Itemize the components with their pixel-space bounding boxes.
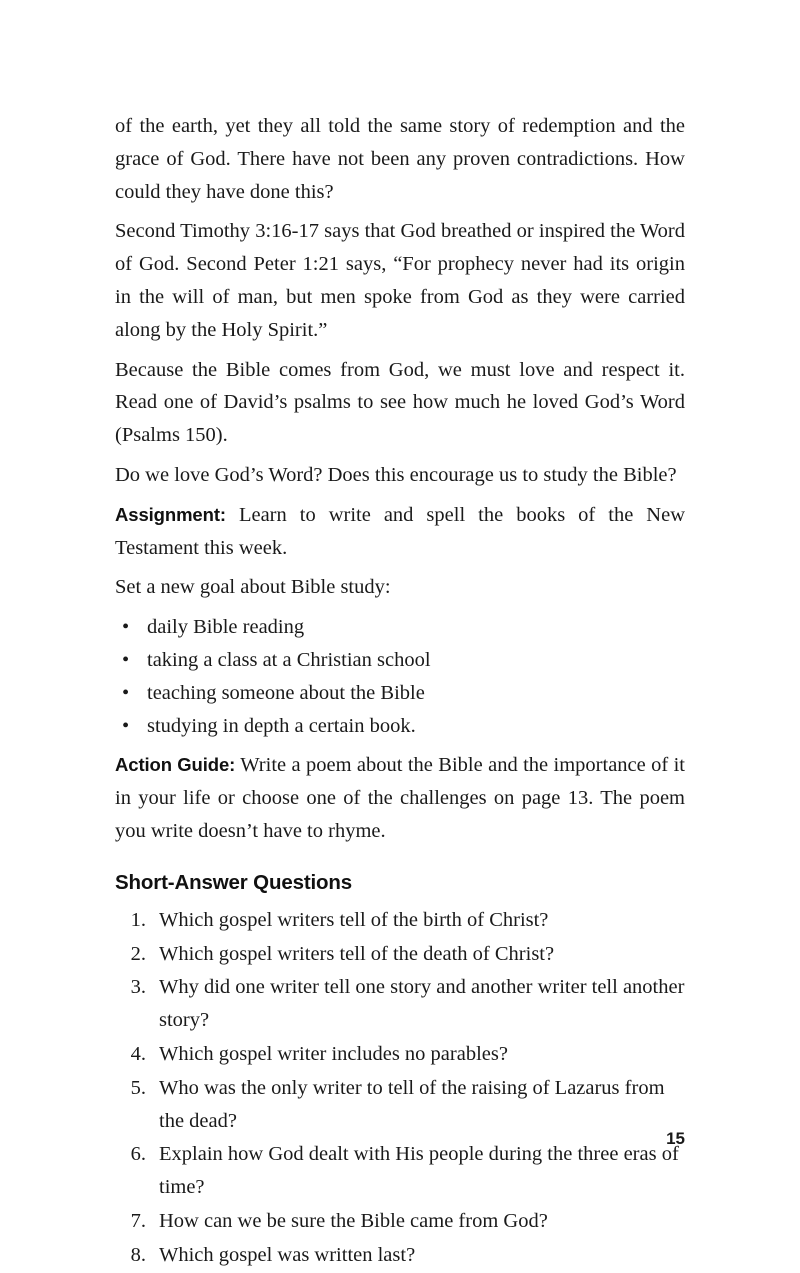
bullet-icon: •	[122, 648, 130, 671]
list-item	[115, 1205, 685, 1238]
list-item-number: 8.	[130, 1243, 146, 1266]
list-item-number: 4.	[130, 1042, 146, 1065]
list-item-label: How can we be sure the Bible came from God?	[159, 1209, 548, 1232]
list-item-label: Which gospel writers tell of the birth of Christ?	[159, 908, 549, 931]
list-item-number: 7.	[130, 1209, 146, 1232]
action-guide-label: Action Guide:	[115, 754, 236, 776]
assignment-label: Assignment:	[115, 503, 226, 525]
list-item-label: Which gospel writers tell of the death of Christ?	[159, 942, 555, 965]
list-item-label: Which gospel was written last?	[159, 1243, 416, 1266]
list-item-number: 5.	[130, 1076, 146, 1099]
list-item	[115, 971, 685, 1037]
list-item-label: Why did one writer tell one story and another writer tell another story?	[159, 976, 685, 1032]
bullet-icon: •	[122, 616, 130, 639]
list-item	[122, 644, 685, 677]
list-item	[122, 677, 685, 710]
list-item	[122, 710, 685, 743]
goal-intro: Set a new goal about Bible study:	[115, 576, 391, 599]
list-item-label: daily Bible reading	[147, 616, 305, 639]
list-item-label: Which gospel writer includes no parables?	[159, 1042, 508, 1065]
list-item-number: 6.	[130, 1143, 146, 1166]
list-item-number: 3.	[130, 976, 146, 999]
assignment-text: Learn to write and spell the books of the New Testament this week.	[115, 503, 685, 559]
paragraph-question: Do we love God’s Word? Does this encourage us to study the Bible?	[115, 463, 677, 486]
list-item	[115, 938, 685, 971]
bullet-icon: •	[122, 681, 130, 704]
list-item	[115, 904, 685, 937]
list-item-label: taking a class at a Christian school	[147, 648, 431, 671]
paragraph-continuation: of the earth, yet they all told the same story of redemption and the grace of God. There have not been any proven contradictions. How could they have done this?	[115, 115, 685, 203]
action-guide-text: Write a poem about the Bible and the importance of it in your life or choose one of the challenges on page 13. The poem you write doesn’t have to rhyme.	[115, 754, 685, 842]
page-content	[115, 110, 685, 1273]
assignment-paragraph	[115, 499, 685, 565]
list-item	[115, 1038, 685, 1071]
list-item-number: 2.	[130, 942, 146, 965]
list-item-label: Explain how God dealt with His people during the three eras of time?	[159, 1143, 679, 1199]
action-guide-paragraph	[115, 749, 685, 847]
goal-bullet-list	[115, 611, 685, 742]
list-item-label: teaching someone about the Bible	[147, 681, 425, 704]
short-answer-question-list	[115, 904, 685, 1272]
list-item	[115, 1239, 685, 1272]
page-number: 15	[666, 1129, 685, 1148]
list-item	[122, 611, 685, 644]
list-item-number: 1.	[130, 908, 146, 931]
paragraph-love-respect: Because the Bible comes from God, we must love and respect it. Read one of David’s psalms to see how much he loved God’s Word (Psalms 150).	[115, 358, 685, 447]
paragraph-scripture: Second Timothy 3:16-17 says that God breathed or inspired the Word of God. Second Peter 1:21 says, “For prophecy never had its origin in the will of man, but men spoke from God as they were carried along by the Holy Spirit.”	[115, 220, 685, 341]
bullet-icon: •	[122, 714, 130, 737]
list-item-label: Who was the only writer to tell of the raising of Lazarus from the dead?	[159, 1076, 665, 1132]
section-heading-short-answer: Short-Answer Questions	[115, 870, 353, 894]
list-item-label: studying in depth a certain book.	[147, 714, 416, 737]
list-item	[115, 1072, 685, 1138]
